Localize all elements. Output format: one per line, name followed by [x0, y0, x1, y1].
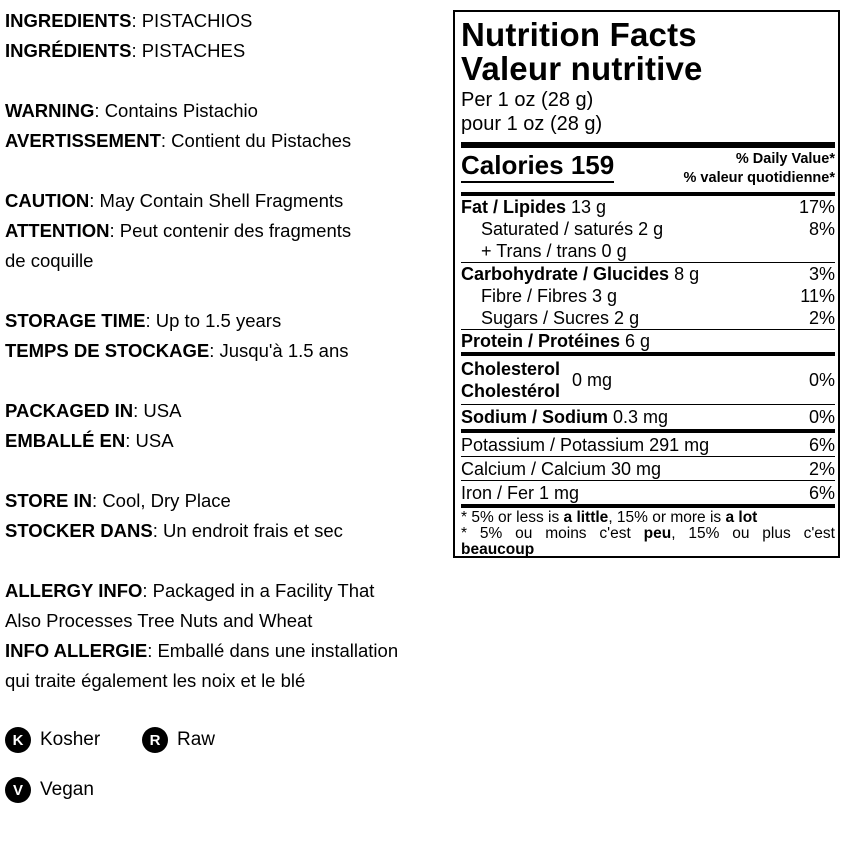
footnote-en: * 5% or less is a little, 15% or more is a lot — [461, 509, 758, 526]
trans-label: + Trans / trans 0 g — [481, 241, 627, 261]
nutrition-title-fr: Valeur nutritive — [461, 50, 703, 87]
protein-label: Protein / Protéines — [461, 331, 621, 351]
carbohydrate-row — [461, 263, 835, 285]
ingredients-line — [5, 6, 450, 36]
storage-fr-label: TEMPS DE STOCKAGE — [5, 340, 210, 361]
packaged-value: : USA — [133, 400, 182, 421]
store-fr-label: STOCKER DANS — [5, 520, 153, 541]
nutrition-title-en: Nutrition Facts — [461, 16, 697, 53]
store-fr-line — [5, 516, 450, 546]
protein-row — [461, 330, 835, 352]
potassium-dv: 6% — [808, 434, 835, 455]
caution-value: : May Contain Shell Fragments — [89, 190, 344, 211]
store-fr-value: : Un endroit frais et sec — [152, 520, 343, 541]
iron-label: Iron / Fer 1 mg — [461, 482, 580, 503]
fat-amount: 13 g — [566, 197, 607, 217]
raw-icon: R — [142, 727, 168, 753]
kosher-badge — [5, 727, 100, 753]
footnote-fr-2: beaucoup — [461, 541, 535, 558]
calories: Calories 159 — [461, 150, 614, 183]
storage-fr-line — [5, 336, 450, 366]
cholesterol-dv: 0% — [808, 370, 835, 390]
protein-amount: 6 g — [620, 331, 651, 351]
sugars-label: Sugars / Sucres 2 g — [481, 308, 640, 328]
packaged-fr-value: : USA — [125, 430, 174, 451]
caution-fr-value: : Peut contenir des fragments — [109, 220, 352, 241]
nutrition-facts-panel — [453, 10, 840, 558]
cholesterol-amount: 0 mg — [572, 370, 613, 390]
daily-value-fr: % valeur quotidienne* — [683, 170, 835, 186]
storage-fr-value: : Jusqu'à 1.5 ans — [209, 340, 349, 361]
allergy-value: : Packaged in a Facility That — [142, 580, 375, 601]
sodium-row — [461, 405, 835, 429]
serving-size-fr: pour 1 oz (28 g) — [461, 113, 603, 135]
calcium-dv: 2% — [808, 458, 835, 479]
store-value: : Cool, Dry Place — [92, 490, 231, 511]
fat-label: Fat / Lipides — [461, 197, 567, 217]
caution-label: CAUTION — [5, 190, 90, 211]
footnote-fr: * 5% ou moins c'est peu, 15% ou plus c'est — [461, 525, 835, 542]
caution-fr-line-2: de coquille — [5, 250, 94, 271]
caution-fr-line — [5, 216, 450, 246]
packaged-fr-line — [5, 426, 450, 456]
ingredients-fr-value: : PISTACHES — [131, 40, 246, 61]
packaged-line — [5, 396, 450, 426]
kosher-icon: K — [5, 727, 31, 753]
product-info — [5, 6, 450, 696]
store-label: STORE IN — [5, 490, 93, 511]
warning-fr-label: AVERTISSEMENT — [5, 130, 161, 151]
carbohydrate-amount: 8 g — [669, 264, 700, 284]
warning-fr-value: : Contient du Pistaches — [160, 130, 352, 151]
caution-line — [5, 186, 450, 216]
potassium-row — [461, 433, 835, 456]
saturated-dv: 8% — [808, 219, 835, 239]
divider — [461, 504, 835, 508]
fat-row — [461, 196, 835, 218]
serving-size-en: Per 1 oz (28 g) — [461, 89, 594, 111]
fibre-dv: 11% — [800, 286, 835, 306]
kosher-label: Kosher — [40, 729, 101, 750]
calcium-label: Calcium / Calcium 30 mg — [461, 458, 662, 479]
packaged-fr-label: EMBALLÉ EN — [5, 430, 126, 451]
allergy-fr-value: : Emballé dans une installation — [147, 640, 399, 661]
iron-dv: 6% — [808, 482, 835, 503]
sodium-label: Sodium / Sodium — [461, 407, 608, 427]
storage-line — [5, 306, 450, 336]
warning-line — [5, 96, 450, 126]
ingredients-fr-line — [5, 36, 450, 66]
footnote — [461, 510, 835, 558]
ingredients-label: INGREDIENTS — [5, 10, 132, 31]
sugars-dv: 2% — [808, 308, 835, 328]
vegan-label: Vegan — [40, 779, 94, 800]
store-line — [5, 486, 450, 516]
calories-row — [461, 148, 835, 192]
carbohydrate-dv: 3% — [808, 264, 835, 284]
sugars-row — [461, 307, 835, 329]
allergy-fr-label: INFO ALLERGIE — [5, 640, 148, 661]
potassium-label: Potassium / Potassium 291 mg — [461, 434, 710, 455]
caution-fr-label: ATTENTION — [5, 220, 110, 241]
allergy-line-2: Also Processes Tree Nuts and Wheat — [5, 610, 313, 631]
cholesterol-label-en: Cholesterol — [461, 359, 561, 379]
fibre-row — [461, 285, 835, 307]
storage-value: : Up to 1.5 years — [145, 310, 282, 331]
allergy-fr-line-2: qui traite également les noix et le blé — [5, 670, 306, 691]
ingredients-fr-label: INGRÉDIENTS — [5, 40, 132, 61]
warning-value: : Contains Pistachio — [94, 100, 258, 121]
allergy-fr-line — [5, 636, 450, 666]
vegan-icon: V — [5, 777, 31, 803]
warning-fr-line — [5, 126, 450, 156]
allergy-line — [5, 576, 450, 606]
storage-label: STORAGE TIME — [5, 310, 146, 331]
saturated-label: Saturated / saturés 2 g — [481, 219, 664, 239]
calcium-row — [461, 457, 835, 480]
carbohydrate-label: Carbohydrate / Glucides — [461, 264, 670, 284]
fibre-label: Fibre / Fibres 3 g — [481, 286, 618, 306]
fat-dv: 17% — [798, 197, 835, 217]
daily-value-en: % Daily Value* — [735, 151, 835, 167]
daily-value-header — [684, 150, 835, 188]
trans-row — [461, 240, 835, 262]
cholesterol-row — [461, 356, 835, 404]
ingredients-value: : PISTACHIOS — [131, 10, 253, 31]
sodium-amount: 0.3 mg — [608, 407, 669, 427]
warning-label: WARNING — [5, 100, 95, 121]
saturated-row — [461, 218, 835, 240]
raw-label: Raw — [177, 729, 216, 750]
raw-badge — [142, 727, 215, 753]
iron-row — [461, 481, 835, 504]
vegan-badge — [5, 777, 94, 803]
allergy-label: ALLERGY INFO — [5, 580, 143, 601]
cholesterol-label-fr: Cholestérol — [461, 381, 561, 401]
sodium-dv: 0% — [808, 407, 835, 427]
packaged-label: PACKAGED IN — [5, 400, 134, 421]
